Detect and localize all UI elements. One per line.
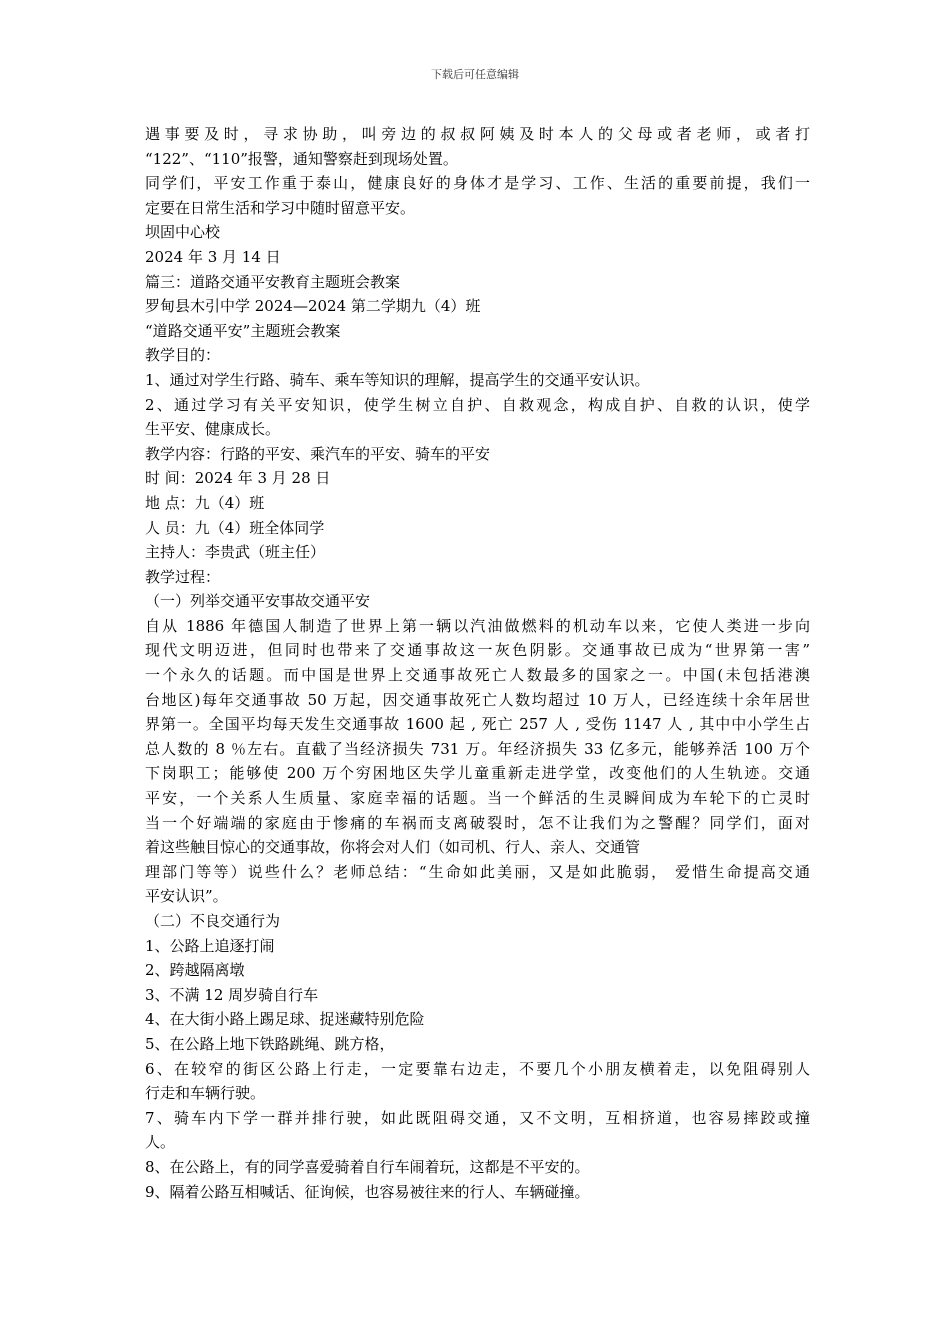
text-line: “道路交通平安”主题班会教案 [145,321,341,340]
text-line: 地 点：九（4）班 [145,493,265,512]
text-line: 时 间：2024 年 3 月 28 日 [145,469,331,488]
text-line: “122”、“110”报警，通知警察赶到现场处置。 [145,149,458,168]
text-line: 当一个好端端的家庭由于惨痛的车祸而支离破裂时，怎不让我们为之警醒？同学们，面对 [145,813,810,832]
text-line: 主持人：李贵武（班主任） [145,543,326,562]
text-line: 台地区)每年交通事故 50 万起，因交通事故死亡人数均超过 10 万人，已经连续十余年居世 [145,690,810,709]
text-line: 8、在公路上，有的同学喜爱骑着自行车闹着玩，这都是不平安的。 [145,1157,590,1176]
text-line: 定要在日常生活和学习中随时留意平安。 [145,198,416,217]
text-line: 自从 1886 年德国人制造了世界上第一辆以汽油做燃料的机动车以来，它使人类进一步向 [145,616,810,635]
text-line: 界第一。全国平均每天发生交通事故 1600 起 , 死亡 257 人 , 受伤 1147 人 , 其中中小学生占 [145,715,810,734]
text-line: 篇三：道路交通平安教育主题班会教案 [145,272,401,291]
text-line: 平安，一个关系人生质量、家庭幸福的话题。当一个鲜活的生灵瞬间成为车轮下的亡灵时 [145,789,810,808]
text-line: 现代文明迈进，但同时也带来了交通事故这一灰色阴影。交通事故已成为“世界第一害” [145,641,810,660]
text-line: 教学过程： [145,567,221,586]
text-line: 罗甸县木引中学 2024—2024 第二学期九（4）班 [145,297,481,316]
text-line: 教学内容：行路的平安、乘汽车的平安、骑车的平安 [145,444,491,463]
text-line: 5、在公路上地下铁路跳绳、跳方格， [145,1034,395,1053]
text-line: （一）列举交通平安事故交通平安 [145,592,371,611]
text-line: 总人数的 8 ％左右。直截了当经济损失 731 万。年经济损失 33 亿多元，能够养活 100 万个 [145,739,810,758]
text-line: 生平安、健康成长。 [145,420,281,439]
text-line: 下岗职工；能够使 200 万个穷困地区失学儿童重新走进学堂，改变他们的人生轨迹。交通 [145,764,810,783]
text-line: 9、隔着公路互相喊话、征询候，也容易被往来的行人、车辆碰撞。 [145,1182,590,1201]
page-header: 下载后可任意编辑 [431,68,519,81]
text-line: 人 员：九（4）班全体同学 [145,518,325,537]
text-line: 坝固中心校 [145,223,221,242]
text-line: 2、跨越隔离墩 [145,961,245,980]
text-line: 遇事要及时，寻求协助，叫旁边的叔叔阿姨及时本人的父母或者老师，或者打 [145,125,810,143]
text-line: 着这些触目惊心的交通事故，你将会对人们（如司机、行人、亲人、交通管 [145,838,641,857]
text-line: 4、在大街小路上踢足球、捉迷藏特别危险 [145,1010,425,1029]
text-line: 教学目的： [145,346,221,365]
text-line: 1、公路上追逐打闹 [145,936,275,955]
text-line: （二）不良交通行为 [145,912,281,930]
text-line: 一个永久的话题。而中国是世界上交通事故死亡人数最多的国家之一。中国(未包括港澳 [145,666,810,685]
text-line: 同学们，平安工作重于泰山，健康良好的身体才是学习、工作、生活的重要前提，我们一 [145,174,810,193]
text-line: 2024 年 3 月 14 日 [145,247,281,266]
text-line: 理部门等等）说些什么？老师总结：“生命如此美丽，又是如此脆弱， 爱惜生命提高交通 [145,862,810,881]
text-line: 行走和车辆行驶。 [145,1084,266,1103]
text-line: 7、骑车内下学一群并排行驶，如此既阻碍交通，又不文明，互相挤道，也容易摔跤或撞 [145,1108,810,1127]
text-line: 平安认识”。 [145,887,228,906]
text-line: 3、不满 12 周岁骑自行车 [145,985,319,1004]
text-line: 6、在较窄的街区公路上行走，一定要靠右边走，不要几个小朋友横着走，以免阻碍别人 [145,1059,810,1078]
text-line: 2、通过学习有关平安知识，使学生树立自护、自救观念，构成自护、自救的认识，使学 [145,395,810,414]
text-line: 人。 [145,1133,176,1152]
text-line: 1、通过对学生行路、骑车、乘车等知识的理解，提高学生的交通平安认识。 [145,370,650,389]
document-body [145,122,810,1204]
